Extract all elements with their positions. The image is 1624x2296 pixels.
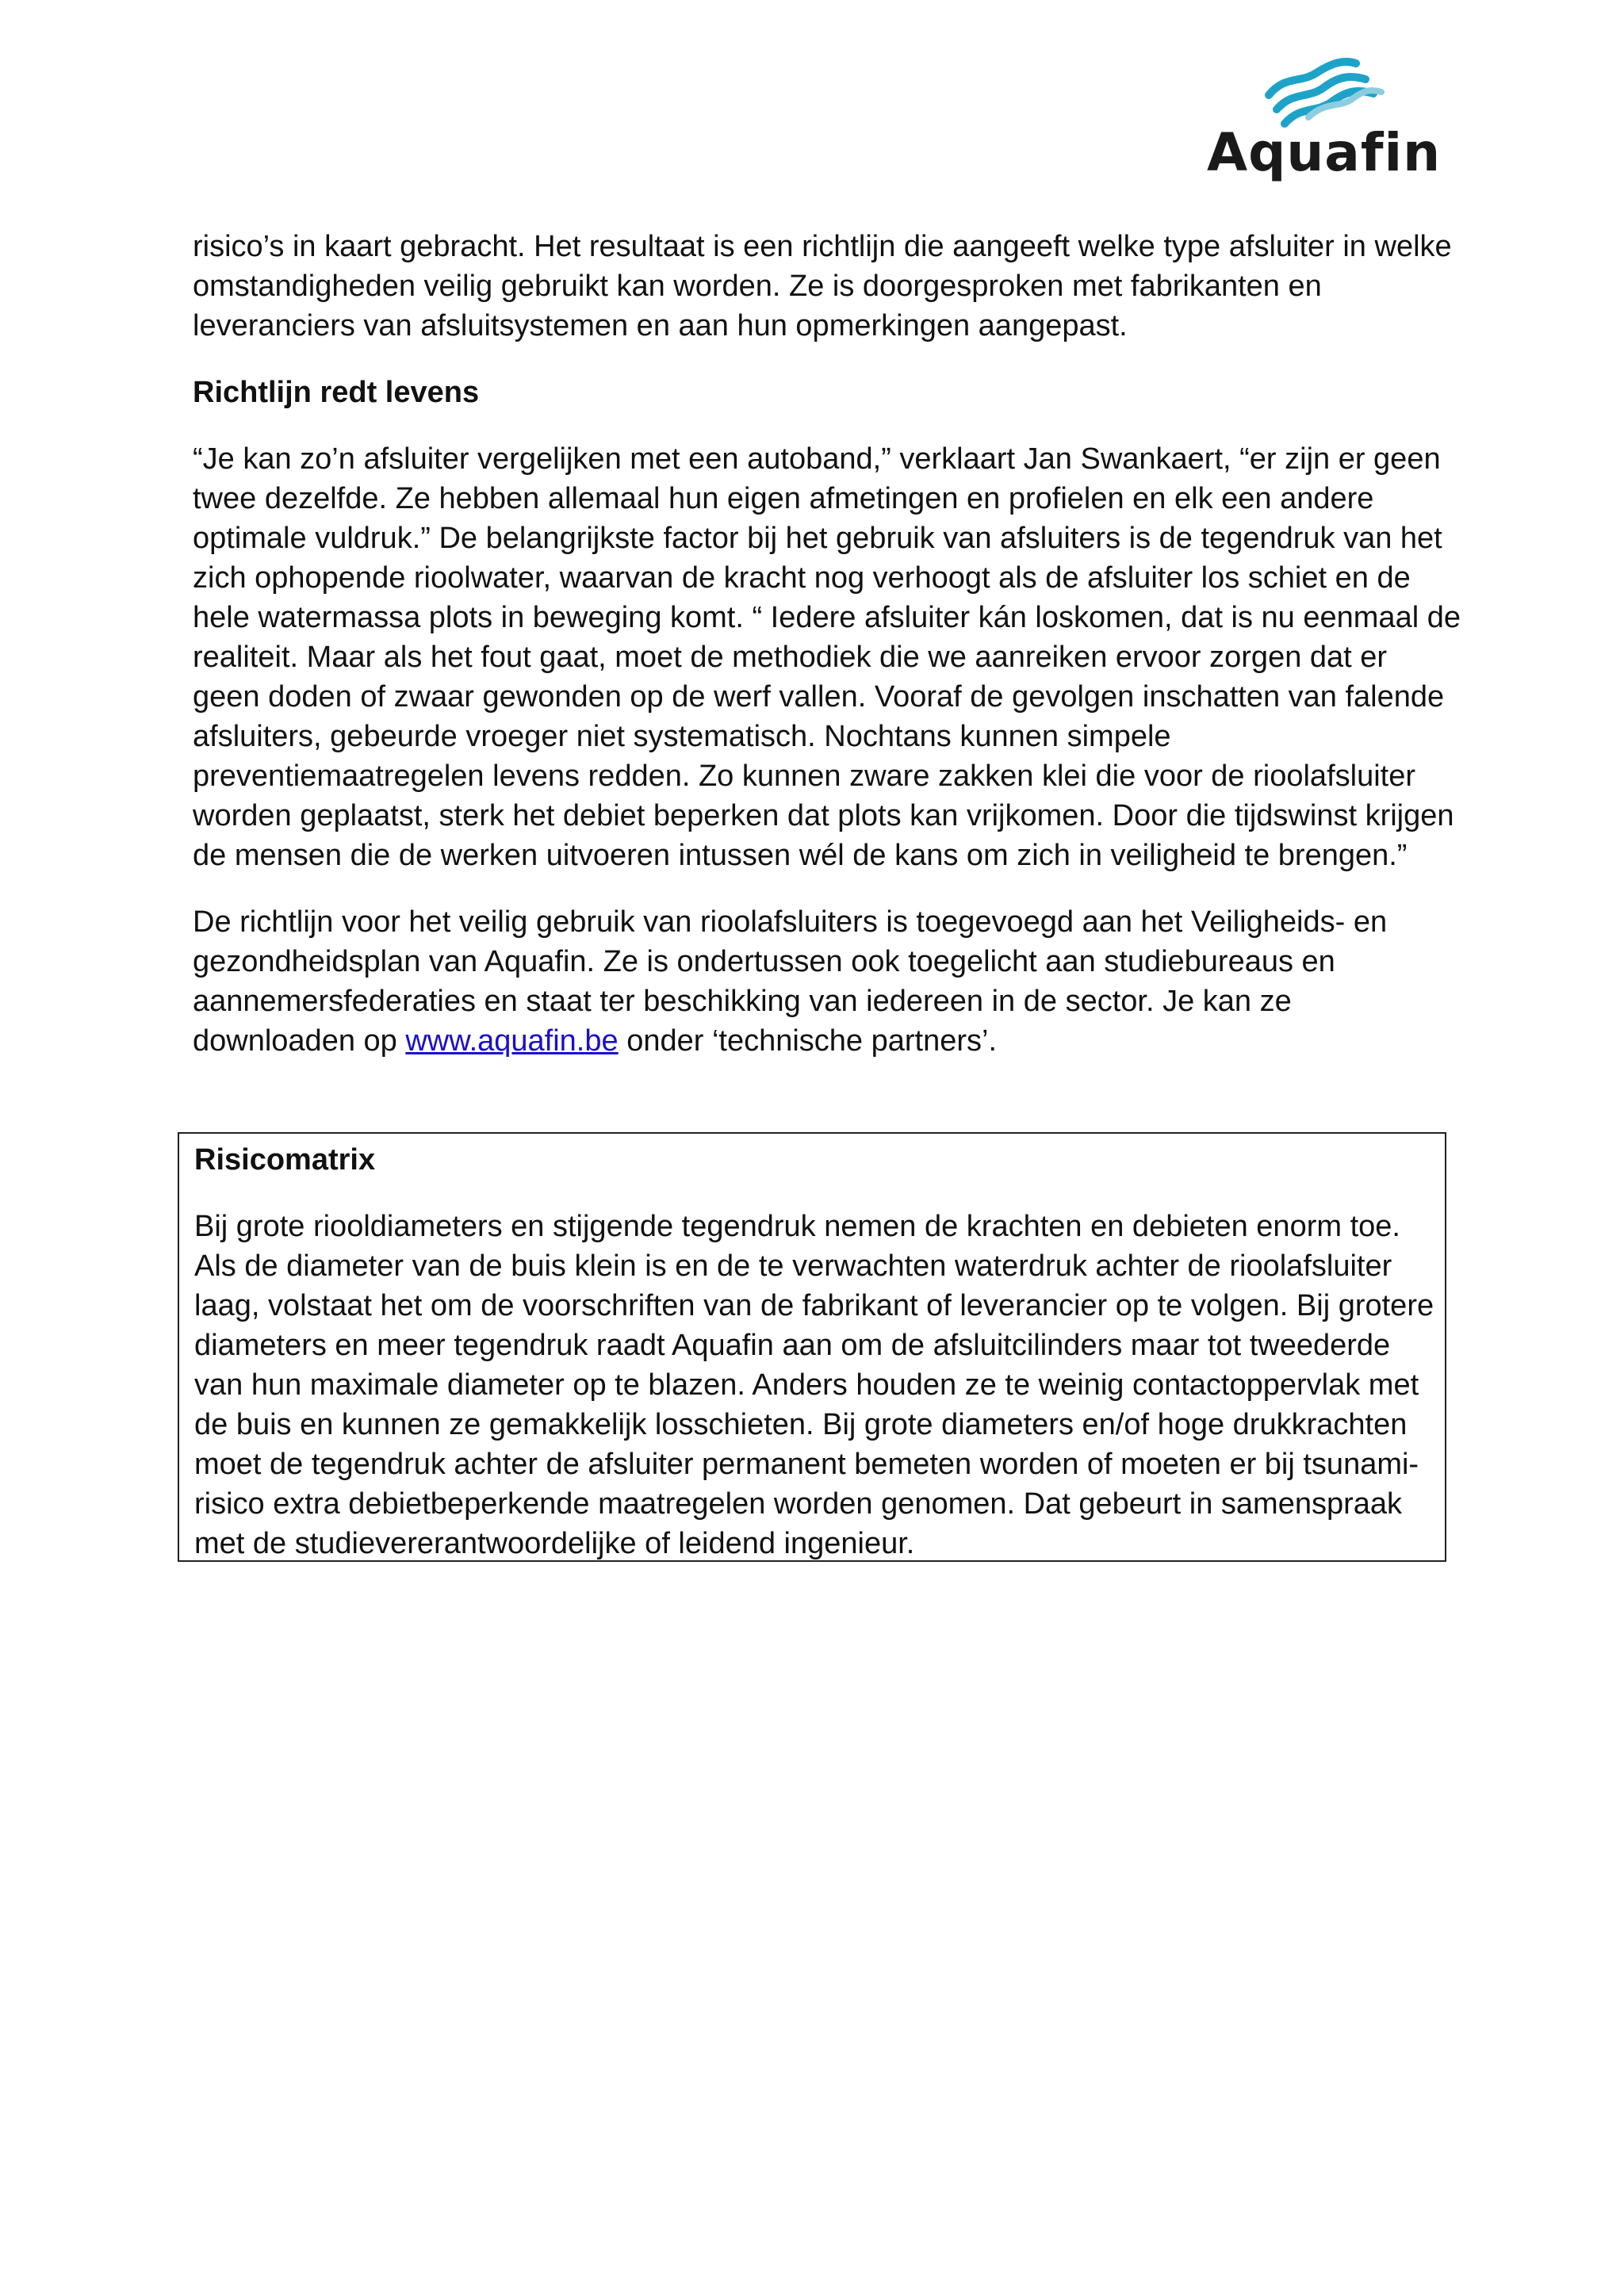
quote-paragraph: “Je kan zo’n afsluiter vergelijken met een autoband,” verklaart Jan Swankaert, “er zijn er geen twee dezelfde. Ze hebben allemaal hun eigen afmetingen en profielen en elk een andere optimale vuldruk.” De belangrijkste factor bij het gebruik van afsluiters is de tegendruk van het zich ophopende rioolwater, waarvan de kracht nog verhoogt als de afsluiter los schiet en de hele watermassa plots in beweging komt. “ Iedere afsluiter kán loskomen, dat is nu eenmaal de realiteit. Maar als het fout gaat, moet de methodiek die we aanreiken ervoor zorgen dat er geen doden of zwaar gewonden op de werf vallen. Vooraf de gevolgen inschatten van falende afsluiters, gebeurde vroeger niet systematisch. Nochtans kunnen simpele preventiemaatregelen levens redden. Zo kunnen zware zakken klei die voor de rioolafsluiter worden geplaatst, sterk het debiet beperken dat plots kan vrijkomen. Door die tijdswinst krijgen de mensen die de werken uitvoeren intussen wél de kans om zich in veiligheid te brengen.” <box>193 442 1461 872</box>
aquafin-website-link[interactable]: www.aquafin.be <box>405 1024 619 1058</box>
intro-paragraph: risico’s in kaart gebracht. Het resultaat is een richtlijn die aangeeft welke type afsluiter in welke omstandigheden veilig gebruikt kan worden. Ze is doorgesproken met fabrikanten en leveranciers van afsluitsystemen en aan hun opmerkingen aangepast. <box>193 230 1452 342</box>
section-heading-richtlijn: Richtlijn redt levens <box>193 376 480 409</box>
logo-text: Aquafin <box>1207 122 1442 183</box>
box-paragraph: Bij grote riooldiameters en stijgende tegendruk nemen de krachten en debieten enorm toe. Als de diameter van de buis klein is en de te verwachten waterdruk achter de rioolafsluiter laag, volstaat het om de voorschriften van de fabrikant of leverancier op te volgen. Bij grotere diameters en meer tegendruk raadt Aquafin aan om de afsluitcilinders maar tot tweederde van hun maximale diameter op te blazen. Anders houden ze te weinig contactoppervlak met de buis en kunnen ze gemakkelijk losschieten. Bij grote diameters en/of hoge drukkrachten moet de tegendruk achter de afsluiter permanent bemeten worden of moeten er bij tsunami-risico extra debietbeperkende maatregelen worden genomen. Dat gebeurt in samenspraak met de studievererantwoordelijke of leidend ingenieur. <box>194 1210 1434 1560</box>
risicomatrix-box <box>178 1132 1446 1562</box>
download-text-before: De richtlijn voor het veilig gebruik van rioolafsluiters is toegevoegd aan het Veiligheids- en gezondheidsplan van Aquafin. Ze is ondertussen ook toegelicht aan studiebureaus en aannemersfederaties en staat ter beschikking van iedereen in de sector. Je kan ze downloaden op <box>193 905 1388 1058</box>
article-body <box>193 227 1461 1088</box>
box-heading: Risicomatrix <box>194 1143 376 1177</box>
aquafin-logo <box>1189 55 1442 198</box>
download-text-after: onder ‘technische partners’. <box>618 1024 998 1058</box>
download-paragraph <box>193 902 1461 1061</box>
wave-logo-icon <box>1189 55 1427 131</box>
